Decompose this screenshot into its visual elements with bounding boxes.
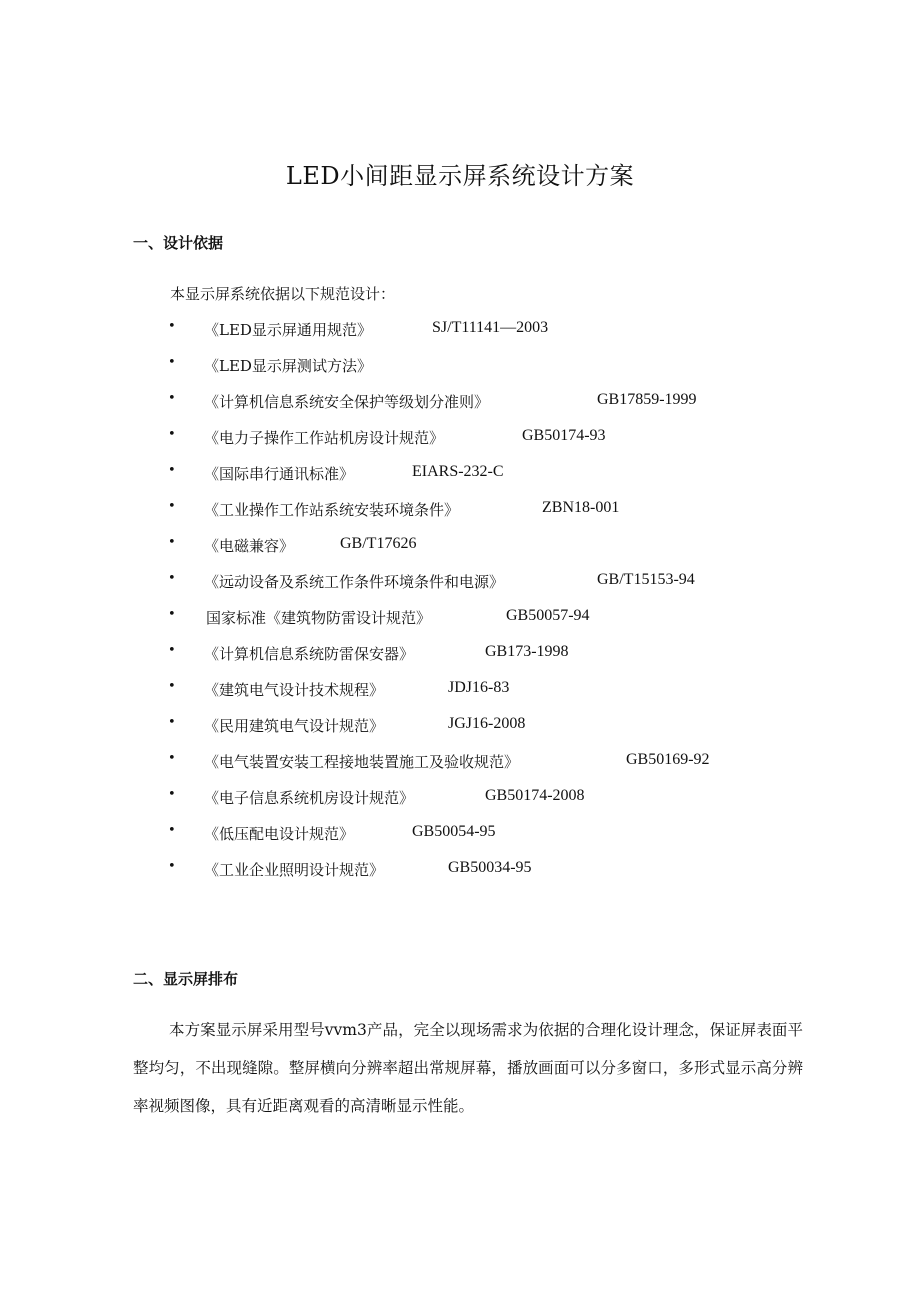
bullet: • [168, 643, 176, 658]
standard-code: JGJ16-2008 [448, 715, 526, 732]
standard-code: GB50034-95 [448, 859, 532, 876]
standard-name: 《建筑电气设计技术规程》 [204, 681, 385, 699]
standard-code: GB50057-94 [506, 607, 590, 624]
standard-code: ZBN18-001 [542, 499, 620, 516]
section-heading-design-basis: 一、设计依据 [133, 234, 224, 252]
bullet: • [168, 319, 176, 334]
standard-code: SJ/T11141—2003 [432, 319, 549, 336]
bullet: • [168, 679, 176, 694]
bullet: • [168, 355, 176, 370]
standard-name: 《工业企业照明设计规范》 [204, 861, 385, 879]
standard-name: 《计算机信息系统防雷保安器》 [204, 645, 415, 663]
bullet: • [168, 787, 176, 802]
standard-code: GB17859-1999 [597, 391, 697, 408]
bullet: • [168, 823, 176, 838]
standard-code: GB50174-2008 [485, 787, 585, 804]
bullet: • [168, 607, 176, 622]
section-heading-screen-layout: 二、显示屏排布 [133, 970, 239, 988]
standard-code: GB50054-95 [412, 823, 496, 840]
standard-code: GB50169-92 [626, 751, 710, 768]
standard-name: 《远动设备及系统工作条件环境条件和电源》 [204, 573, 505, 591]
standard-name: 《LED显示屏通用规范》 [204, 321, 372, 339]
standard-code: GB/T15153-94 [597, 571, 695, 588]
bullet: • [168, 463, 176, 478]
standard-name: 《电力子操作工作站机房设计规范》 [204, 429, 445, 447]
bullet: • [168, 751, 176, 766]
bullet: • [168, 427, 176, 442]
bullet: • [168, 571, 176, 586]
standard-code: GB50174-93 [522, 427, 606, 444]
document-title: LED小间距显示屏系统设计方案 [285, 162, 635, 190]
standard-name: 《计算机信息系统安全保护等级划分准则》 [204, 393, 490, 411]
section-intro: 本显示屏系统依据以下规范设计： [170, 285, 396, 303]
standard-code: JDJ16-83 [448, 679, 510, 696]
standard-code: GB/T17626 [340, 535, 417, 552]
standard-name: 《电磁兼容》 [204, 537, 295, 555]
standard-name: 《电气装置安装工程接地装置施工及验收规范》 [204, 753, 520, 771]
standard-code: EIARS-232-C [412, 463, 504, 480]
bullet: • [168, 499, 176, 514]
bullet: • [168, 715, 176, 730]
bullet: • [168, 859, 176, 874]
bullet: • [168, 391, 176, 406]
standard-name: 《LED显示屏测试方法》 [204, 357, 372, 375]
standard-name: 《电子信息系统机房设计规范》 [204, 789, 415, 807]
standard-name: 《国际串行通讯标准》 [204, 465, 355, 483]
standard-name: 《民用建筑电气设计规范》 [204, 717, 385, 735]
bullet: • [168, 535, 176, 550]
body-paragraph: 本方案显示屏采用型号vvm3产品，完全以现场需求为依据的合理化设计理念，保证屏表面平整均匀，不出现缝隙。整屏横向分辨率超出常规屏幕，播放画面可以分多窗口，多形式显示高分辨率视频图像，具有近距离观看的高清晰显示性能。 [133, 1021, 803, 1115]
standard-code: GB173-1998 [485, 643, 569, 660]
standard-name: 《低压配电设计规范》 [204, 825, 355, 843]
standard-name: 国家标准《建筑物防雷设计规范》 [206, 609, 432, 627]
standard-name: 《工业操作工作站系统安装环境条件》 [204, 501, 460, 519]
